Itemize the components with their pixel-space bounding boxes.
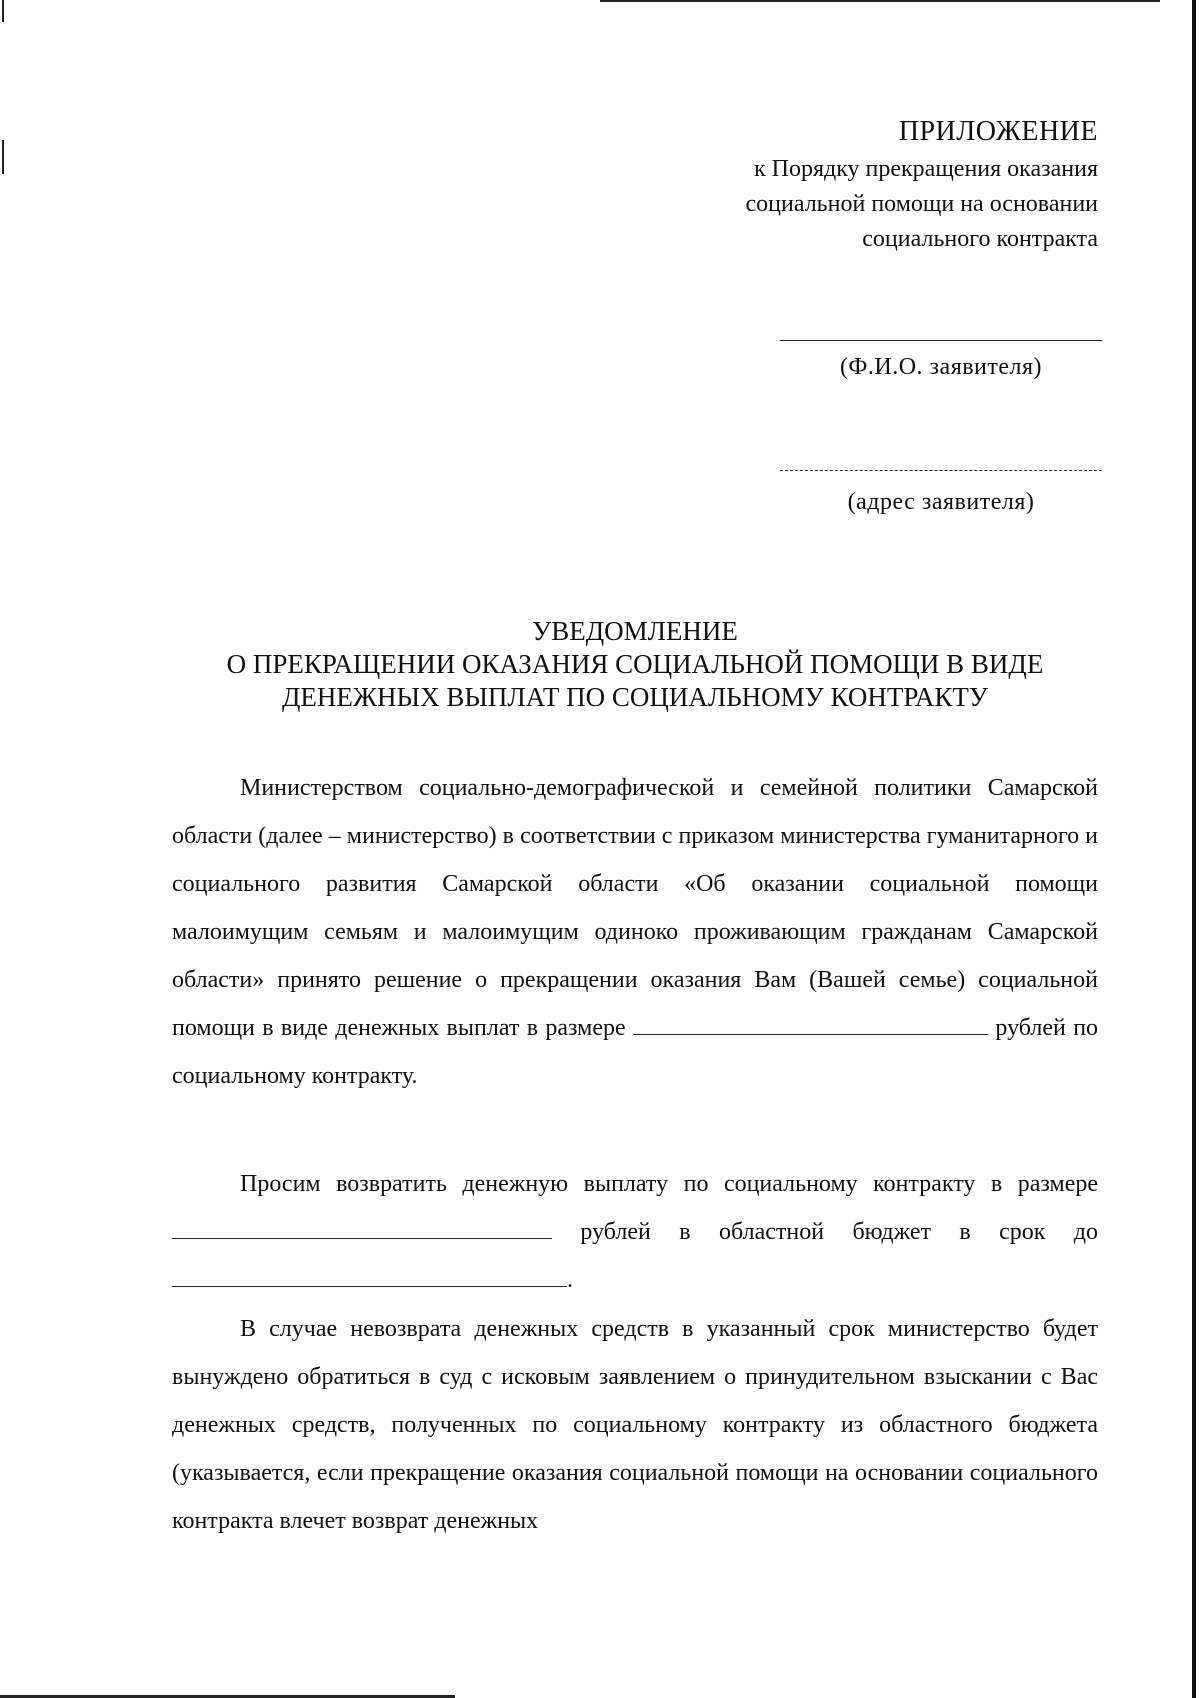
body-paragraph-court-warning — [172, 1305, 1098, 1545]
end-mark: . — [567, 1267, 573, 1293]
appendix-subtitle-line: к Порядку прекращения оказания — [753, 156, 1098, 182]
document-title — [170, 615, 1100, 714]
payment-amount-field[interactable] — [633, 1010, 988, 1035]
scan-edge-top — [600, 0, 1160, 2]
paragraph-text: В случае невозврата денежных средств в указанный срок министерство будет вынуждено обратиться в суд с исковым заявлением о принудительном взыскании с Вас денежных средств, полученных по социальному контракту из областного бюджета (указывается, если прекращение оказания социальной помощи на основании социального контракта влечет возврат денежных — [172, 1316, 1098, 1534]
appendix-title: ПРИЛОЖЕНИЕ — [898, 116, 1098, 147]
scan-mark-left — [2, 140, 4, 174]
applicant-address-field[interactable] — [780, 470, 1102, 471]
appendix-header — [560, 112, 1098, 257]
scan-edge-right — [1192, 0, 1196, 1698]
applicant-name-field[interactable] — [780, 340, 1102, 341]
body-paragraph-return-request — [172, 1160, 1098, 1304]
applicant-address-caption: (адрес заявителя) — [847, 489, 1035, 515]
document-title-line: УВЕДОМЛЕНИЕ — [532, 616, 738, 646]
appendix-subtitle-line: социального контракта — [862, 226, 1098, 252]
return-deadline-field[interactable] — [172, 1262, 567, 1287]
document-title-line: ДЕНЕЖНЫХ ВЫПЛАТ ПО СОЦИАЛЬНОМУ КОНТРАКТУ — [281, 682, 989, 712]
scan-mark-left — [2, 0, 4, 22]
applicant-name-caption: (Ф.И.О. заявителя) — [839, 354, 1043, 380]
paragraph-text: Просим возвратить денежную выплату по социальному контракту в размере — [240, 1171, 1098, 1197]
paragraph-text: рублей в областной бюджет в срок до — [580, 1219, 1099, 1245]
body-paragraph-decision — [172, 764, 1098, 1100]
document-title-line: О ПРЕКРАЩЕНИИ ОКАЗАНИЯ СОЦИАЛЬНОЙ ПОМОЩИ В ВИДЕ — [226, 649, 1044, 679]
paragraph-text: Министерством социально-демографической и семейной политики Самарской области (далее – министерство) в соответствии с приказом министерства гуманитарного и социального развития Самарской области «Об оказании социальной помощи малоимущим семьям и малоимущим одиноко проживающим гражданам Самарской области» принято решение о прекращении оказания Вам (Вашей семье) социальной помощи в виде денежных выплат в размере — [172, 775, 1098, 1041]
return-amount-field[interactable] — [172, 1214, 552, 1239]
paragraph-text: рублей по социальному контракту. — [172, 1015, 1099, 1089]
appendix-subtitle-line: социальной помощи на основании — [745, 191, 1098, 217]
